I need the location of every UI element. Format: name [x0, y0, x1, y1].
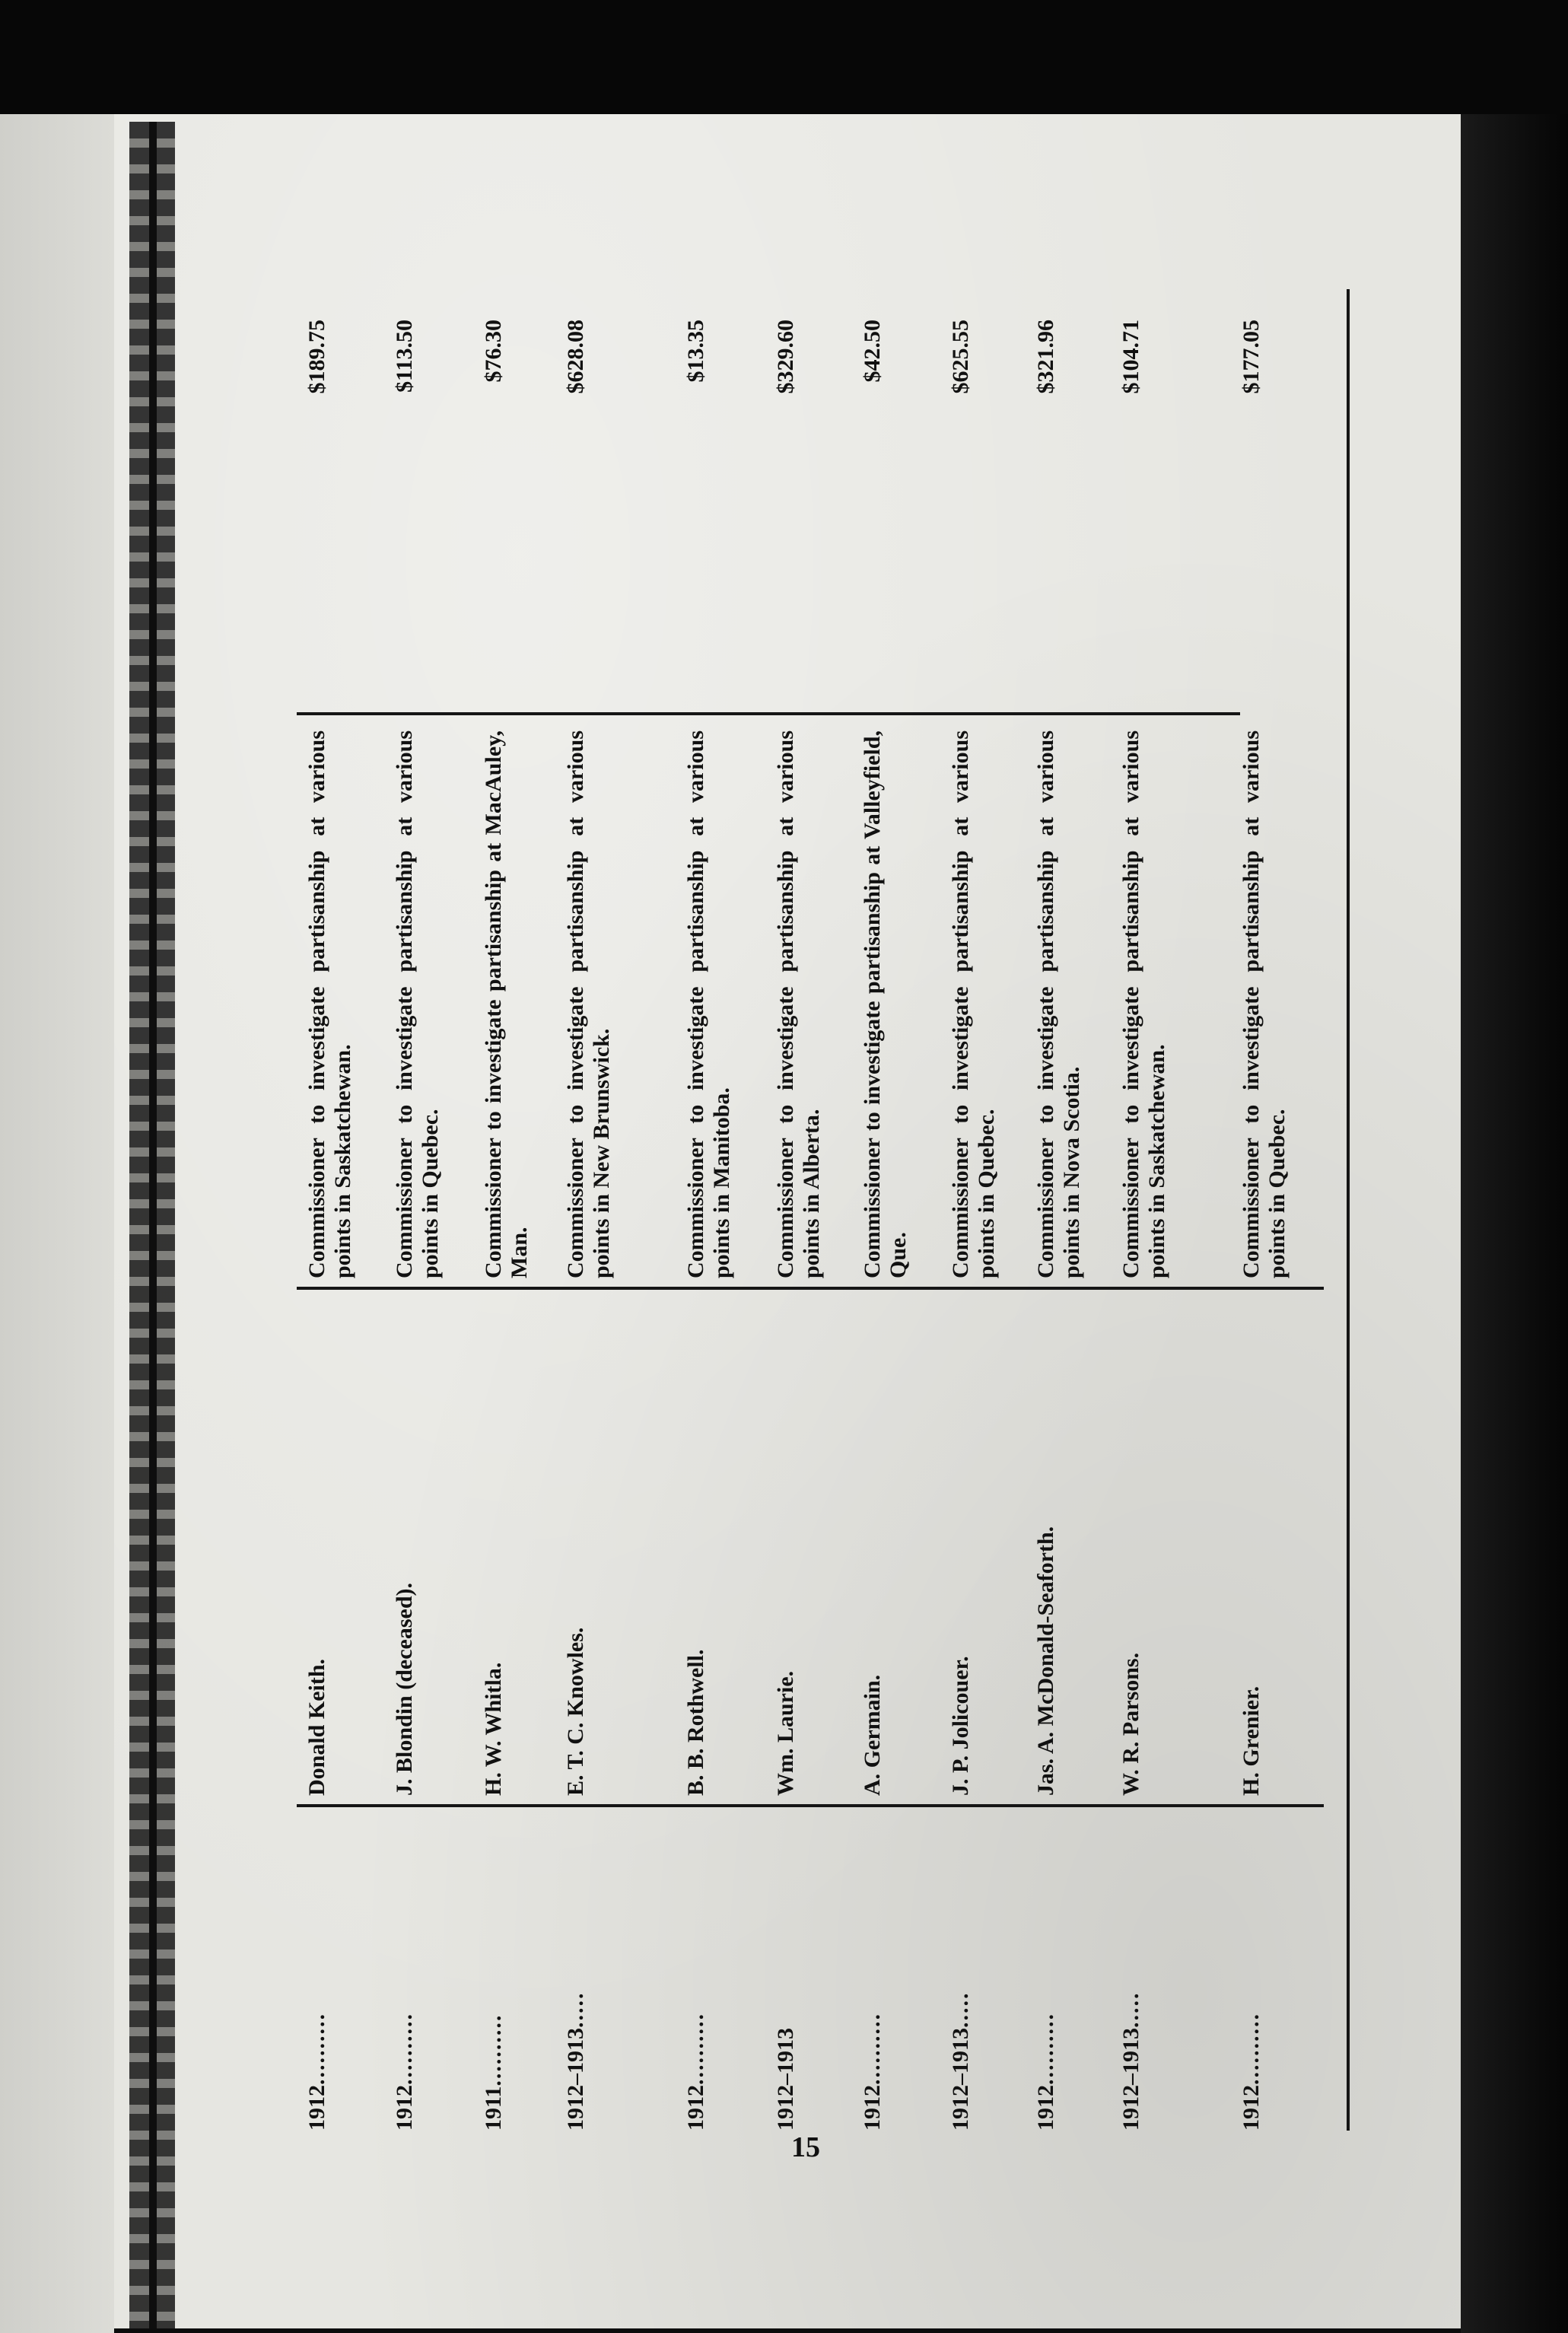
year-cell: 1912–1913 [773, 2028, 798, 2131]
rotated-content [281, 304, 1453, 2131]
name-cell: H. W. Whitla. [481, 1662, 506, 1796]
year-cell: 1911.......... [481, 2013, 506, 2131]
amount-cell: $625.55 [948, 320, 973, 394]
amount-cell: $104.71 [1118, 320, 1143, 394]
expenses-table [281, 304, 1453, 2131]
column-rule-year-name [297, 1804, 1324, 1807]
name-cell: H. Grenier. [1239, 1685, 1264, 1796]
year-cell: 1912.......... [304, 2013, 329, 2131]
purpose-cell: Commissioner to investigate partisanship at Valleyfield, Que. [860, 730, 911, 1278]
name-cell: Donald Keith. [304, 1658, 329, 1796]
name-cell: J. Blondin (deceased). [392, 1582, 417, 1796]
year-cell: 1912.......... [392, 2013, 417, 2131]
amount-cell: $177.05 [1239, 320, 1264, 394]
name-cell: B. B. Rothwell. [683, 1649, 708, 1796]
year-cell: 1912–1913..... [1118, 1991, 1143, 2131]
year-cell: 1912.......... [860, 2013, 885, 2131]
film-border-top [0, 0, 1568, 133]
name-cell: J. P. Jolicouer. [948, 1656, 973, 1796]
purpose-cell: Commissioner to investigate partisanship at various points in Manitoba. [683, 730, 734, 1278]
film-border-right [1461, 114, 1568, 2333]
year-cell: 1912.......... [1033, 2013, 1058, 2131]
amount-cell: $13.35 [683, 320, 708, 383]
amount-cell: $628.08 [563, 320, 588, 394]
amount-cell: $42.50 [860, 320, 885, 383]
purpose-cell: Commissioner to investigate partisanship at various points in New Brunswick. [563, 730, 614, 1278]
binding-edge [149, 122, 157, 2328]
amount-cell: $113.50 [392, 320, 417, 393]
year-cell: 1912–1913..... [563, 1991, 588, 2131]
amount-cell: $321.96 [1033, 320, 1058, 394]
name-cell: A. Germain. [860, 1674, 885, 1796]
amount-cell: $76.30 [481, 320, 506, 383]
page-left-margin [0, 114, 114, 2333]
purpose-cell: Commissioner to investigate partisanship at various points in Saskatchewan. [1118, 730, 1169, 1278]
purpose-cell: Commissioner to investigate partisanship at various points in Nova Scotia. [1033, 730, 1084, 1278]
column-rule-name-purpose [297, 1287, 1324, 1290]
name-cell: E. T. C. Knowles. [563, 1627, 588, 1796]
purpose-cell: Commissioner to investigate partisanship at various points in Quebec. [948, 730, 999, 1278]
year-cell: 1912–1913..... [948, 1991, 973, 2131]
table-bottom-rule [1347, 289, 1350, 2131]
page-number: 15 [791, 2131, 820, 2163]
name-cell: Wm. Laurie. [773, 1670, 798, 1796]
column-rule-purpose-amount [297, 712, 1240, 715]
amount-cell: $329.60 [773, 320, 798, 394]
year-cell: 1912.......... [683, 2013, 708, 2131]
purpose-cell: Commissioner to investigate partisanship at MacAuley, Man. [481, 730, 532, 1278]
purpose-cell: Commissioner to investigate partisanship at various points in Alberta. [773, 730, 824, 1278]
name-cell: Jas. A. McDonald-Seaforth. [1033, 1526, 1058, 1796]
name-cell: W. R. Parsons. [1118, 1652, 1143, 1796]
purpose-cell: Commissioner to investigate partisanship at various points in Saskatchewan. [304, 730, 355, 1278]
purpose-cell: Commissioner to investigate partisanship at various points in Quebec. [1239, 730, 1290, 1278]
year-cell: 1912.......... [1239, 2013, 1264, 2131]
purpose-cell: Commissioner to investigate partisanship at various points in Quebec. [392, 730, 443, 1278]
amount-cell: $189.75 [304, 320, 329, 394]
